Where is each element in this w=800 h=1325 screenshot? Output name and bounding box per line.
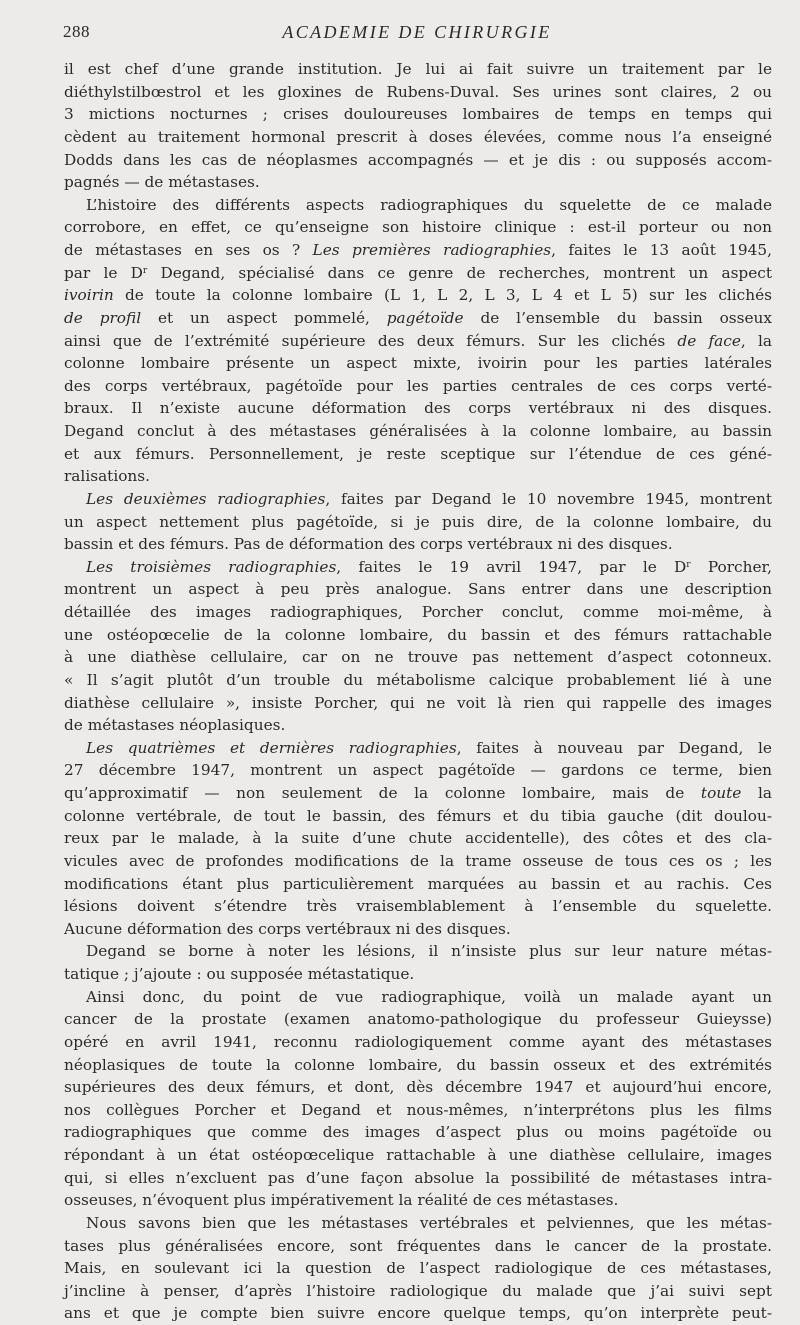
text-line bbox=[64, 488, 772, 511]
text-line bbox=[64, 782, 772, 805]
text-segment: , faites le 13 août 1945, bbox=[551, 241, 772, 259]
text-segment: qui, si elles n’excluent pas d’une façon absolue la possibilité de métastases intra- bbox=[64, 1168, 772, 1187]
text-line bbox=[64, 1167, 772, 1190]
text-line bbox=[64, 1257, 772, 1280]
text-line bbox=[64, 1235, 772, 1258]
text-line bbox=[64, 171, 772, 194]
italic-text: toute bbox=[700, 784, 742, 802]
text-line bbox=[64, 330, 772, 353]
text-segment: cèdent au traitement hormonal prescrit à doses élevées, comme nous l’a enseigné bbox=[64, 127, 772, 146]
text-segment: « Il s’agit plutôt d’un trouble du métabolisme calcique probablement lié à une bbox=[64, 670, 772, 689]
text-segment: il est chef d’une grande institution. Je lui ai fait suivre un traitement par le bbox=[64, 60, 772, 78]
superscript: r bbox=[686, 559, 691, 570]
text-segment: Nous savons bien que les métastases vertébrales et pelviennes, que les métas- bbox=[86, 1213, 772, 1232]
text-segment: 3 mictions nocturnes ; crises douloureuses lombaires de temps en temps qui bbox=[64, 105, 772, 124]
text-segment: ans et que je compte bien suivre encore quelque temps, qu’on interprète peut- bbox=[64, 1304, 772, 1323]
text-segment: j’incline à penser, d’après l’histoire radiologique du malade que j’ai suivi sept bbox=[64, 1281, 772, 1300]
text-segment: de toute la colonne lombaire (L 1, L 2, L 3, L 4 et L 5) sur les clichés bbox=[113, 286, 772, 305]
text-segment: supérieures des deux fémurs, et dont, dès décembre 1947 et aujourd’hui encore, bbox=[64, 1078, 772, 1097]
text-line bbox=[64, 239, 772, 262]
text-segment: bassin et des fémurs. Pas de déformation des corps vertébraux ni des disques. bbox=[64, 535, 673, 554]
text-segment: diéthylstilbœstrol et les gloxines de Rubens-Duval. Ses urines sont claires, 2 ou bbox=[64, 82, 772, 101]
text-segment: osseuses, n’évoquent plus impérativement la réalité de ces métastases. bbox=[64, 1191, 619, 1210]
text-segment: , la bbox=[740, 331, 772, 350]
text-line bbox=[64, 759, 772, 782]
italic-text: Les quatrièmes et dernières radiographies bbox=[86, 738, 457, 757]
text-line bbox=[64, 1121, 772, 1144]
text-line bbox=[64, 284, 772, 307]
text-line bbox=[64, 940, 772, 963]
italic-text: Les deuxièmes radiographies bbox=[86, 489, 326, 508]
text-line bbox=[64, 1076, 772, 1099]
text-line bbox=[64, 533, 772, 556]
text-segment: corrobore, en effet, ce qu’enseigne son histoire clinique : est-il porteur ou non bbox=[64, 218, 772, 237]
text-line bbox=[64, 556, 772, 579]
text-line bbox=[64, 1031, 772, 1054]
page-header bbox=[63, 22, 771, 46]
text-line bbox=[64, 624, 772, 647]
text-segment: cancer de la prostate (examen anatomo-pathologique du professeur Guieysse) bbox=[64, 1010, 772, 1029]
text-segment: L’histoire des différents aspects radiographiques du squelette de ce malade bbox=[86, 195, 772, 214]
text-line bbox=[64, 850, 772, 873]
text-segment: un aspect nettement plus pagétoïde, si je puis dire, de la colonne lombaire, du bbox=[64, 512, 772, 531]
running-title: ACADEMIE DE CHIRURGIE bbox=[282, 22, 552, 42]
italic-text: de face bbox=[677, 331, 741, 350]
italic-text: pagétoïde bbox=[386, 308, 464, 327]
text-line bbox=[64, 307, 772, 330]
text-line bbox=[64, 669, 772, 692]
text-line bbox=[64, 578, 772, 601]
italic-text: Les troisièmes radiographies bbox=[86, 557, 337, 576]
text-line bbox=[64, 216, 772, 239]
text-line bbox=[64, 1212, 772, 1235]
text-line bbox=[64, 873, 772, 896]
text-segment: Ainsi donc, du point de vue radiographique, voilà un malade ayant un bbox=[86, 987, 772, 1006]
italic-text: ivoirin bbox=[64, 286, 114, 305]
text-line bbox=[64, 465, 772, 488]
text-line bbox=[64, 827, 772, 850]
text-segment: diathèse cellulaire », insiste Porcher, qui ne voit là rien qui rappelle des images bbox=[64, 693, 772, 712]
text-segment: braux. Il n’existe aucune déformation des corps vertébraux ni des disques. bbox=[64, 399, 772, 418]
text-line bbox=[64, 58, 772, 81]
text-segment: par le D bbox=[64, 263, 143, 282]
text-segment: Dodds dans les cas de néoplasmes accompagnés — et je dis : ou supposés accom- bbox=[64, 150, 772, 169]
text-line bbox=[64, 443, 772, 466]
text-segment: néoplasiques de toute la colonne lombaire, du bassin osseux et des extrémités bbox=[64, 1055, 772, 1074]
text-line bbox=[64, 126, 772, 149]
text-line bbox=[64, 805, 772, 828]
text-segment: , faites le 19 avril 1947, par le D bbox=[336, 557, 687, 576]
text-segment: de l’ensemble du bassin osseux bbox=[463, 308, 773, 327]
text-line bbox=[64, 1099, 772, 1122]
text-segment: qu’approximatif — non seulement de la colonne lombaire, mais de bbox=[64, 784, 701, 802]
text-line bbox=[64, 1280, 772, 1303]
italic-text: Les premières radiographies bbox=[312, 241, 552, 259]
text-segment: détaillée des images radiographiques, Porcher conclut, comme moi-même, à bbox=[64, 603, 772, 621]
text-segment: , faites par Degand le 10 novembre 1945, montrent bbox=[325, 489, 773, 508]
body-text bbox=[64, 58, 772, 1325]
text-line bbox=[64, 714, 772, 737]
text-line bbox=[64, 1302, 772, 1325]
text-line bbox=[64, 420, 772, 443]
text-line bbox=[64, 375, 772, 398]
text-segment: à une diathèse cellulaire, car on ne trouve pas nettement d’aspect cotonneux. bbox=[64, 648, 772, 667]
text-segment: Mais, en soulevant ici la question de l’aspect radiologique de ces métastases, bbox=[64, 1259, 772, 1278]
text-segment: montrent un aspect à peu près analogue. Sans entrer dans une description bbox=[64, 580, 772, 599]
text-segment: Porcher, bbox=[690, 557, 772, 576]
text-segment: vicules avec de profondes modifications de la trame osseuse de tous ces os ; les bbox=[64, 851, 772, 870]
text-line bbox=[64, 103, 772, 126]
text-segment: une ostéopœcelie de la colonne lombaire, du bassin et des fémurs rattachable bbox=[64, 625, 772, 644]
text-line bbox=[64, 511, 772, 534]
text-segment: ralisations. bbox=[64, 467, 151, 486]
text-line bbox=[64, 918, 772, 941]
text-line bbox=[64, 397, 772, 420]
page-number: 288 bbox=[63, 22, 90, 41]
text-segment: tases plus généralisées encore, sont fréquentes dans le cancer de la prostate. bbox=[64, 1236, 772, 1255]
text-segment: Degand conclut à des métastases généralisées à la colonne lombaire, au bassin bbox=[64, 422, 772, 440]
text-line bbox=[64, 194, 772, 217]
text-line bbox=[64, 149, 772, 172]
text-segment: la bbox=[741, 784, 773, 802]
text-line bbox=[64, 262, 772, 285]
text-segment: reux par le malade, à la suite d’une chute accidentelle), des côtes et des cla- bbox=[64, 829, 772, 848]
text-segment: lésions doivent s’étendre très vraisemblablement à l’ensemble du squelette. bbox=[64, 897, 772, 916]
text-segment: de métastases néoplasiques. bbox=[64, 716, 286, 735]
text-segment: colonne vertébrale, de tout le bassin, des fémurs et du tibia gauche (dit doulou- bbox=[64, 806, 772, 825]
text-line bbox=[64, 963, 772, 986]
text-segment: Degand se borne à noter les lésions, il n’insiste plus sur leur nature métas- bbox=[86, 942, 772, 961]
text-segment: colonne lombaire présente un aspect mixte, ivoirin pour les parties latérales bbox=[64, 354, 772, 373]
text-line bbox=[64, 1008, 772, 1031]
text-line bbox=[64, 352, 772, 375]
text-segment: , faites à nouveau par Degand, le bbox=[456, 738, 772, 757]
text-line bbox=[64, 1189, 772, 1212]
text-segment: et aux fémurs. Personnellement, je reste sceptique sur l’étendue de ces géné- bbox=[64, 444, 772, 463]
text-line bbox=[64, 1054, 772, 1077]
text-line bbox=[64, 737, 772, 760]
text-line bbox=[64, 895, 772, 918]
italic-text: de profil bbox=[64, 308, 142, 327]
text-line bbox=[64, 986, 772, 1009]
text-segment: et un aspect pommelé, bbox=[141, 308, 387, 327]
text-line bbox=[64, 81, 772, 104]
text-segment: tatique ; j’ajoute : ou supposée métastatique. bbox=[64, 965, 415, 983]
text-segment: 27 décembre 1947, montrent un aspect pagétoïde — gardons ce terme, bien bbox=[64, 761, 772, 780]
superscript: r bbox=[142, 265, 148, 276]
text-segment: radiographiques que comme des images d’aspect plus ou moins pagétoïde ou bbox=[64, 1123, 772, 1142]
text-line bbox=[64, 692, 772, 715]
text-segment: Aucune déformation des corps vertébraux ni des disques. bbox=[64, 919, 511, 938]
text-line bbox=[64, 1144, 772, 1167]
text-segment: des corps vertébraux, pagétoïde pour les parties centrales de ces corps verté- bbox=[64, 376, 772, 395]
text-segment: modifications étant plus particulièrement marquées au bassin et au rachis. Ces bbox=[64, 874, 772, 893]
text-segment: Degand, spécialisé dans ce genre de recherches, montrent un aspect bbox=[147, 263, 772, 282]
text-segment: nos collègues Porcher et Degand et nous-mêmes, n’interprétons plus les films bbox=[64, 1100, 772, 1119]
text-segment: ainsi que de l’extrémité supérieure des deux fémurs. Sur les clichés bbox=[64, 331, 678, 350]
text-segment: pagnés — de métastases. bbox=[64, 173, 260, 192]
text-segment: répondant à un état ostéopœcelique rattachable à une diathèse cellulaire, images bbox=[64, 1146, 772, 1164]
text-line bbox=[64, 601, 772, 624]
text-segment: opéré en avril 1941, reconnu radiologiquement comme ayant des métastases bbox=[64, 1032, 772, 1051]
text-line bbox=[64, 646, 772, 669]
text-segment: de métastases en ses os ? bbox=[64, 241, 313, 259]
